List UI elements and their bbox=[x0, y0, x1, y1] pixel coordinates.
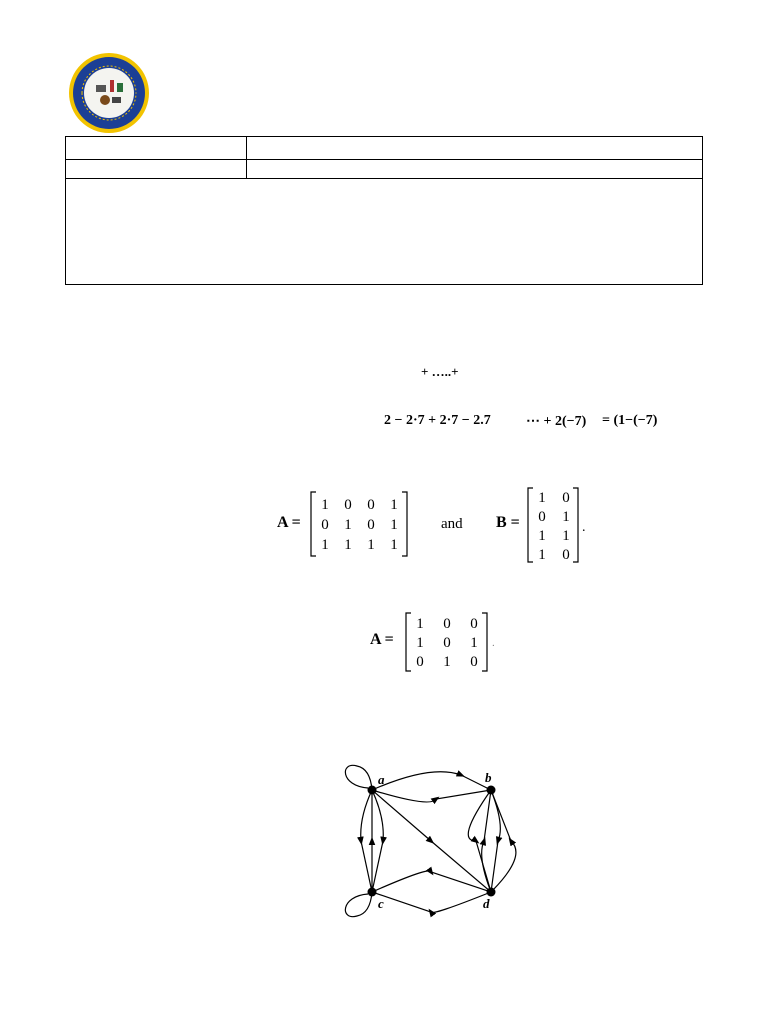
matrix-cell: 0 bbox=[443, 635, 451, 651]
matrix-cell: 1 bbox=[390, 537, 398, 553]
edge-d-b bbox=[482, 790, 491, 892]
matrix-cell: 1 bbox=[390, 517, 398, 533]
matrix-cell: 1 bbox=[562, 509, 570, 525]
matrix-cell: 1 bbox=[321, 537, 329, 553]
info-table-cell bbox=[66, 159, 247, 178]
edge-d-c bbox=[372, 892, 491, 913]
matrix-cell: 1 bbox=[390, 497, 398, 513]
series-result: = (1−(−7) bbox=[602, 413, 658, 428]
series-top-line: + …..+ bbox=[421, 364, 459, 379]
matrix-cell: 1 bbox=[321, 497, 329, 513]
matrix-cell: 1 bbox=[538, 490, 546, 506]
edge-c-d bbox=[372, 871, 491, 892]
matrix-single bbox=[404, 611, 492, 673]
matrix-cell: 1 bbox=[538, 528, 546, 544]
matrix-single-trailer: . bbox=[492, 637, 495, 649]
matrix-b-label: B = bbox=[496, 514, 520, 531]
edge-b-d-2 bbox=[491, 790, 500, 892]
info-table-row bbox=[66, 159, 702, 179]
directed-graph bbox=[335, 756, 535, 926]
edge-b-d bbox=[468, 790, 491, 892]
matrix-cell: 0 bbox=[367, 517, 375, 533]
matrix-single-label: A = bbox=[370, 631, 394, 648]
matrix-cell: 0 bbox=[470, 616, 478, 632]
graph-node-label: b bbox=[485, 770, 492, 785]
edge-d-b-2 bbox=[491, 790, 516, 892]
matrix-b bbox=[526, 486, 582, 564]
info-table-body bbox=[66, 179, 702, 284]
matrix-cell: 0 bbox=[538, 509, 546, 525]
graph-node-a bbox=[368, 786, 377, 795]
graph-node-c bbox=[368, 888, 377, 897]
info-table-cell bbox=[246, 137, 702, 159]
matrix-a bbox=[308, 490, 410, 558]
graph-node-label: c bbox=[378, 896, 384, 911]
matrix-cell: 1 bbox=[562, 528, 570, 544]
series-ellipsis: ⋯ + 2(−7) bbox=[526, 414, 587, 429]
series-terms: 2 − 2·7 + 2·7 − 2.7 bbox=[384, 413, 491, 428]
matrix-cell: 1 bbox=[344, 517, 352, 533]
matrix-cell: 1 bbox=[538, 547, 546, 563]
matrix-cell: 0 bbox=[321, 517, 329, 533]
edge-b-a bbox=[372, 772, 491, 790]
matrix-cell: 1 bbox=[416, 635, 424, 651]
matrix-cell: 1 bbox=[443, 654, 451, 670]
matrix-cell: 0 bbox=[562, 547, 570, 563]
graph-node-b bbox=[487, 786, 496, 795]
matrix-a-label: A = bbox=[277, 514, 301, 531]
edge-a-b bbox=[372, 790, 491, 802]
edge-loop-a bbox=[345, 765, 372, 790]
matrix-cell: 0 bbox=[562, 490, 570, 506]
info-table bbox=[65, 136, 703, 285]
matrix-cell: 1 bbox=[470, 635, 478, 651]
graph-node-label: d bbox=[483, 896, 490, 911]
matrix-b-trailer: . bbox=[582, 520, 586, 535]
matrix-cell: 1 bbox=[344, 537, 352, 553]
matrix-cell: 0 bbox=[443, 616, 451, 632]
edge-loop-c bbox=[345, 892, 372, 917]
matrix-cell: 1 bbox=[416, 616, 424, 632]
info-table-cell bbox=[66, 137, 247, 159]
graph-node-label: a bbox=[378, 772, 385, 787]
matrix-cell: 1 bbox=[367, 537, 375, 553]
university-logo bbox=[68, 52, 150, 134]
edge-a-c-2 bbox=[372, 790, 383, 892]
matrix-cell: 0 bbox=[344, 497, 352, 513]
edge-a-c bbox=[361, 790, 372, 892]
matrix-cell: 0 bbox=[367, 497, 375, 513]
info-table-row bbox=[66, 137, 702, 160]
info-table-cell bbox=[246, 159, 702, 178]
matrix-cell: 0 bbox=[470, 654, 478, 670]
matrix-cell: 0 bbox=[416, 654, 424, 670]
matrix-connector: and bbox=[441, 516, 463, 532]
